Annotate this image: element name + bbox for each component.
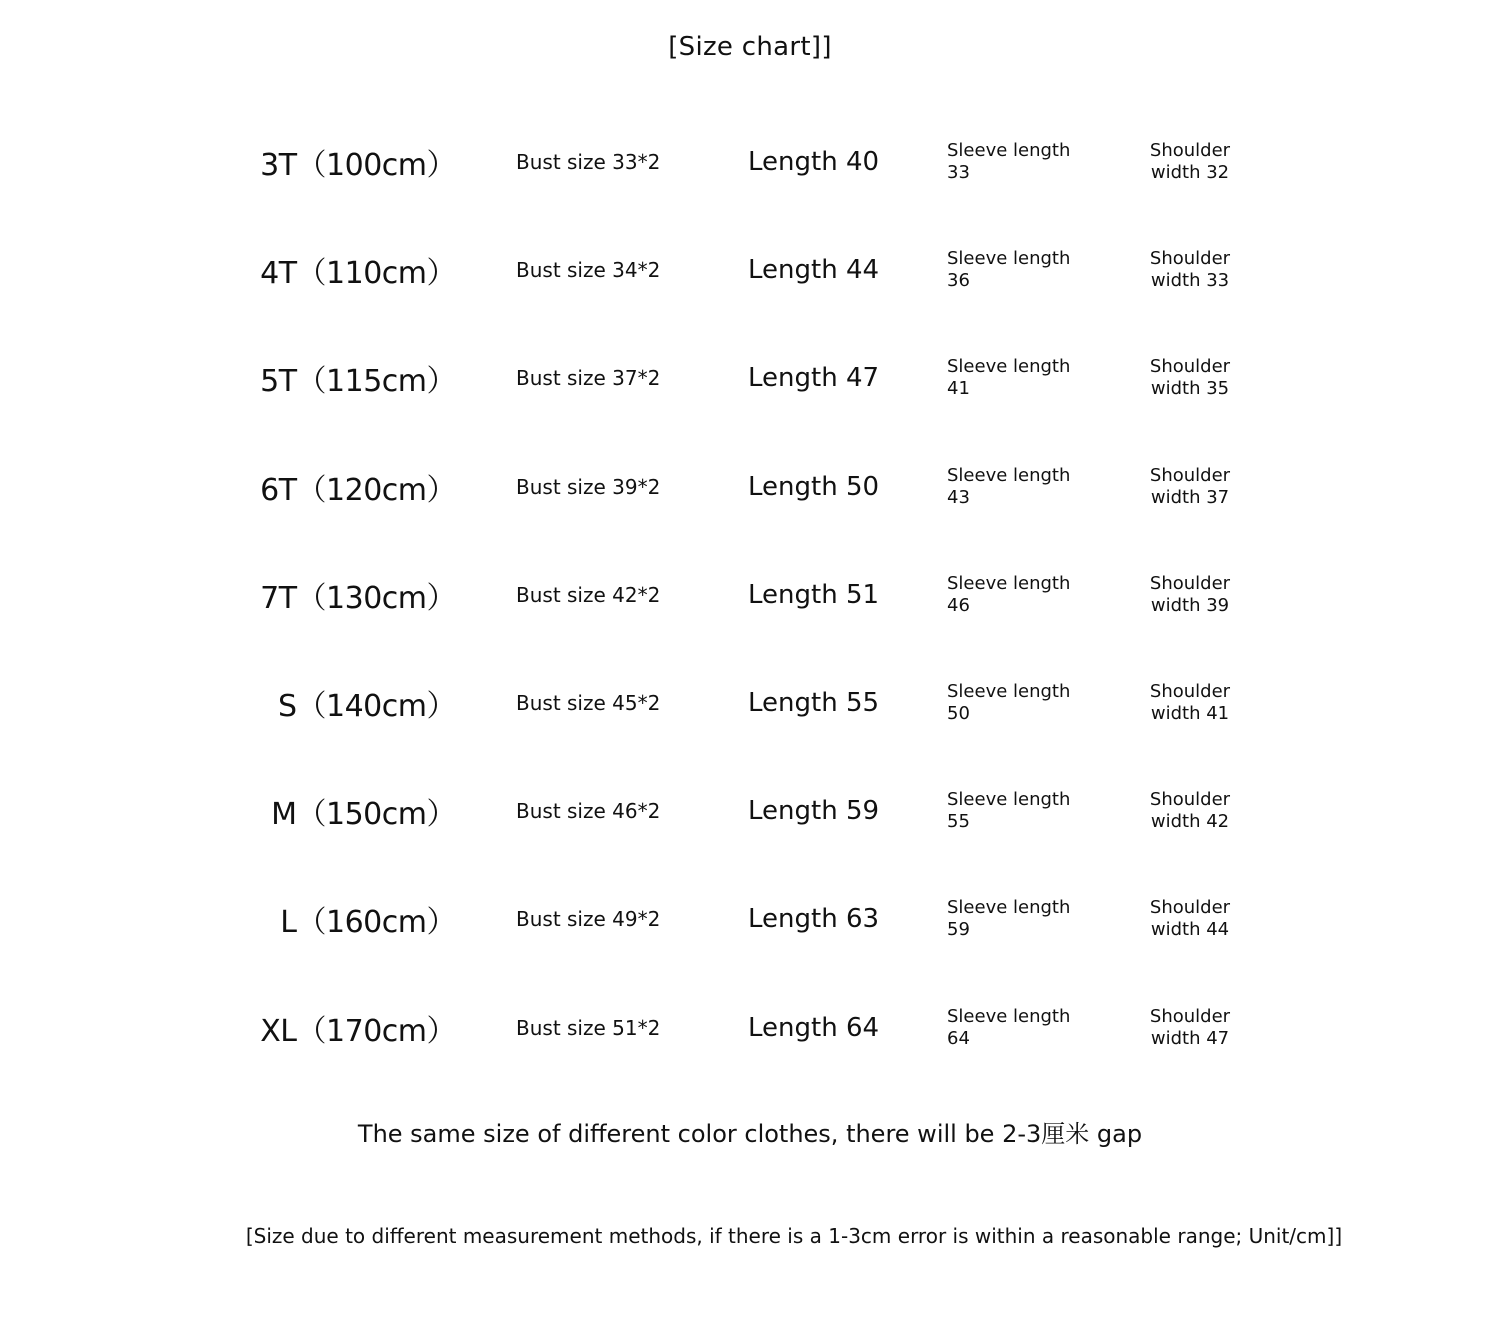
length-value: Length 40	[748, 147, 880, 178]
size-label: M（150cm）	[271, 797, 456, 833]
size-table	[0, 108, 1500, 1082]
bust-size: Bust size 39*2	[516, 474, 661, 499]
bust-size: Bust size 37*2	[516, 366, 661, 391]
shoulder-value: width 37	[1150, 486, 1230, 508]
page-title: [Size chart]]	[668, 32, 832, 62]
sleeve-length	[947, 140, 1117, 184]
length-value: Length 44	[748, 255, 880, 286]
sleeve-value: 50	[947, 703, 970, 725]
sleeve-value: 33	[947, 162, 970, 184]
length-value: Length 59	[748, 796, 880, 827]
size-row	[0, 324, 1500, 432]
shoulder-value: width 33	[1150, 270, 1230, 292]
length-value: Length 47	[748, 363, 880, 394]
measurement-disclaimer-text: [Size due to different measurement methods, if there is a 1-3cm error is within a reasonable range; Unit/cm]]	[245, 1224, 1343, 1248]
shoulder-width	[1140, 248, 1240, 292]
sleeve-label: Sleeve length	[947, 789, 1071, 811]
bust-size: Bust size 45*2	[516, 691, 661, 716]
sleeve-value: 59	[947, 919, 970, 941]
sleeve-value: 46	[947, 594, 970, 616]
sleeve-length	[947, 248, 1117, 292]
shoulder-label: Shoulder	[1149, 1005, 1231, 1027]
shoulder-value: width 44	[1150, 919, 1230, 941]
shoulder-value: width 41	[1150, 703, 1230, 725]
bust-size: Bust size 33*2	[516, 150, 661, 175]
sleeve-value: 55	[947, 811, 970, 833]
shoulder-width	[1140, 789, 1240, 833]
size-row	[0, 216, 1500, 324]
shoulder-label: Shoulder	[1149, 140, 1231, 162]
bust-size: Bust size 34*2	[516, 258, 661, 283]
size-row	[0, 974, 1500, 1082]
sleeve-label: Sleeve length	[947, 248, 1071, 270]
shoulder-label: Shoulder	[1149, 789, 1231, 811]
shoulder-value: width 32	[1150, 162, 1230, 184]
shoulder-label: Shoulder	[1149, 248, 1231, 270]
size-label: 4T（110cm）	[260, 256, 456, 292]
shoulder-label: Shoulder	[1149, 897, 1231, 919]
size-row	[0, 433, 1500, 541]
sleeve-length	[947, 465, 1117, 509]
shoulder-width	[1140, 681, 1240, 725]
sleeve-label: Sleeve length	[947, 681, 1071, 703]
bust-size: Bust size 49*2	[516, 907, 661, 932]
sleeve-length	[947, 573, 1117, 617]
length-value: Length 55	[748, 688, 880, 719]
bust-size: Bust size 51*2	[516, 1015, 661, 1040]
sleeve-length	[947, 1006, 1117, 1050]
sleeve-length	[947, 897, 1117, 941]
shoulder-width	[1140, 356, 1240, 400]
size-row	[0, 541, 1500, 649]
length-value: Length 50	[748, 471, 880, 502]
size-label: 3T（100cm）	[260, 148, 456, 184]
shoulder-value: width 42	[1150, 811, 1230, 833]
size-label: S（140cm）	[277, 689, 456, 725]
shoulder-label: Shoulder	[1149, 572, 1231, 594]
shoulder-value: width 39	[1150, 594, 1230, 616]
bust-size: Bust size 42*2	[516, 582, 661, 607]
size-label: L（160cm）	[280, 905, 456, 941]
shoulder-label: Shoulder	[1149, 356, 1231, 378]
shoulder-value: width 47	[1150, 1027, 1230, 1049]
shoulder-width	[1140, 573, 1240, 617]
sleeve-value: 36	[947, 270, 970, 292]
shoulder-width	[1140, 897, 1240, 941]
size-label: 6T（120cm）	[260, 472, 456, 508]
sleeve-value: 64	[947, 1027, 970, 1049]
shoulder-label: Shoulder	[1149, 464, 1231, 486]
size-row	[0, 649, 1500, 757]
size-row	[0, 108, 1500, 216]
sleeve-label: Sleeve length	[947, 1005, 1071, 1027]
size-row	[0, 757, 1500, 865]
length-value: Length 63	[748, 904, 880, 935]
sleeve-label: Sleeve length	[947, 572, 1071, 594]
sleeve-length	[947, 681, 1117, 725]
sleeve-value: 41	[947, 378, 970, 400]
sleeve-length	[947, 356, 1117, 400]
size-label: 5T（115cm）	[260, 364, 456, 400]
bust-size: Bust size 46*2	[516, 799, 661, 824]
sleeve-label: Sleeve length	[947, 464, 1071, 486]
sleeve-label: Sleeve length	[947, 356, 1071, 378]
length-value: Length 51	[748, 579, 880, 610]
sleeve-value: 43	[947, 486, 970, 508]
shoulder-width	[1140, 1006, 1240, 1050]
length-value: Length 64	[748, 1012, 880, 1043]
size-row	[0, 865, 1500, 973]
color-variance-note: The same size of different color clothes, there will be 2-3厘米 gap	[357, 1120, 1143, 1148]
shoulder-value: width 35	[1150, 378, 1230, 400]
shoulder-label: Shoulder	[1149, 681, 1231, 703]
measurement-disclaimer	[0, 1224, 1390, 1248]
sleeve-label: Sleeve length	[947, 897, 1071, 919]
sleeve-length	[947, 789, 1117, 833]
sleeve-label: Sleeve length	[947, 140, 1071, 162]
shoulder-width	[1140, 465, 1240, 509]
size-label: 7T（130cm）	[260, 580, 456, 616]
size-label: XL（170cm）	[260, 1013, 456, 1049]
shoulder-width	[1140, 140, 1240, 184]
